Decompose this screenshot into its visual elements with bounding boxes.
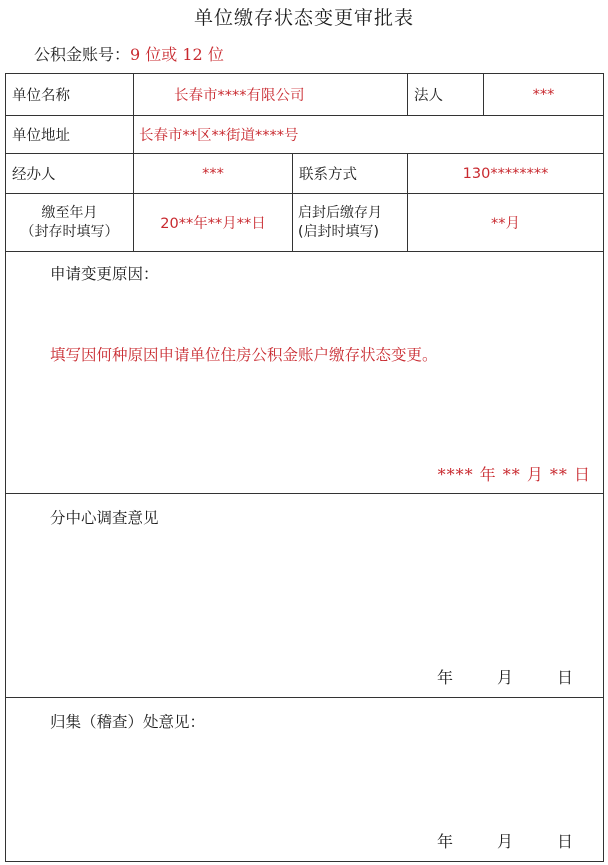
legal-person-label: 法人	[408, 74, 484, 116]
unit-address-label: 单位地址	[6, 116, 134, 154]
paid-until-value[interactable]: 20**年**月**日	[134, 194, 293, 252]
unit-address-value[interactable]: 长春市**区**街道****号	[134, 116, 604, 154]
paid-until-label	[6, 194, 134, 252]
account-number-line	[34, 42, 224, 65]
reason-section-title: 申请变更原因：	[50, 265, 159, 283]
paid-until-label-line2: （封存时填写）	[20, 223, 119, 240]
resume-month-label-line2: (启封时填写)	[298, 223, 379, 240]
collection-opinion-title: 归集（稽查）处意见：	[50, 713, 206, 731]
collection-opinion-date[interactable]	[437, 829, 573, 852]
account-number-value[interactable]: 9 位或 12 位	[130, 45, 224, 64]
center-year-label: 年	[436, 668, 453, 687]
paid-until-label-line1: 缴至年月	[41, 204, 98, 221]
resume-month-label	[293, 194, 408, 252]
contact-label: 联系方式	[293, 154, 408, 194]
page-title: 单位缴存状态变更审批表	[193, 7, 414, 29]
collection-month-label: 月	[496, 832, 513, 851]
handler-value[interactable]: ***	[134, 154, 293, 194]
reason-date[interactable]: **** 年 ** 月 ** 日	[437, 465, 591, 484]
approval-form-table	[5, 73, 604, 862]
center-opinion-date[interactable]	[437, 665, 573, 688]
reason-section[interactable]	[6, 252, 604, 494]
legal-person-value[interactable]: ***	[484, 74, 604, 116]
handler-label: 经办人	[6, 154, 134, 194]
center-day-label: 日	[556, 668, 573, 687]
resume-month-label-line1: 启封后缴存月	[298, 204, 382, 221]
collection-opinion-section[interactable]	[6, 698, 604, 862]
contact-value[interactable]: 130********	[408, 154, 604, 194]
collection-day-label: 日	[556, 832, 573, 851]
unit-name-label: 单位名称	[6, 74, 134, 116]
resume-month-value[interactable]: **月	[408, 194, 604, 252]
reason-body-text[interactable]: 填写因何种原因申请单位住房公积金账户缴存状态变更。	[50, 346, 438, 364]
unit-name-value[interactable]: 长春市****有限公司	[134, 74, 408, 116]
account-number-label: 公积金账号：	[34, 45, 131, 64]
collection-year-label: 年	[436, 832, 453, 851]
center-opinion-title: 分中心调查意见	[50, 509, 159, 527]
center-opinion-section[interactable]	[6, 494, 604, 698]
center-month-label: 月	[496, 668, 513, 687]
